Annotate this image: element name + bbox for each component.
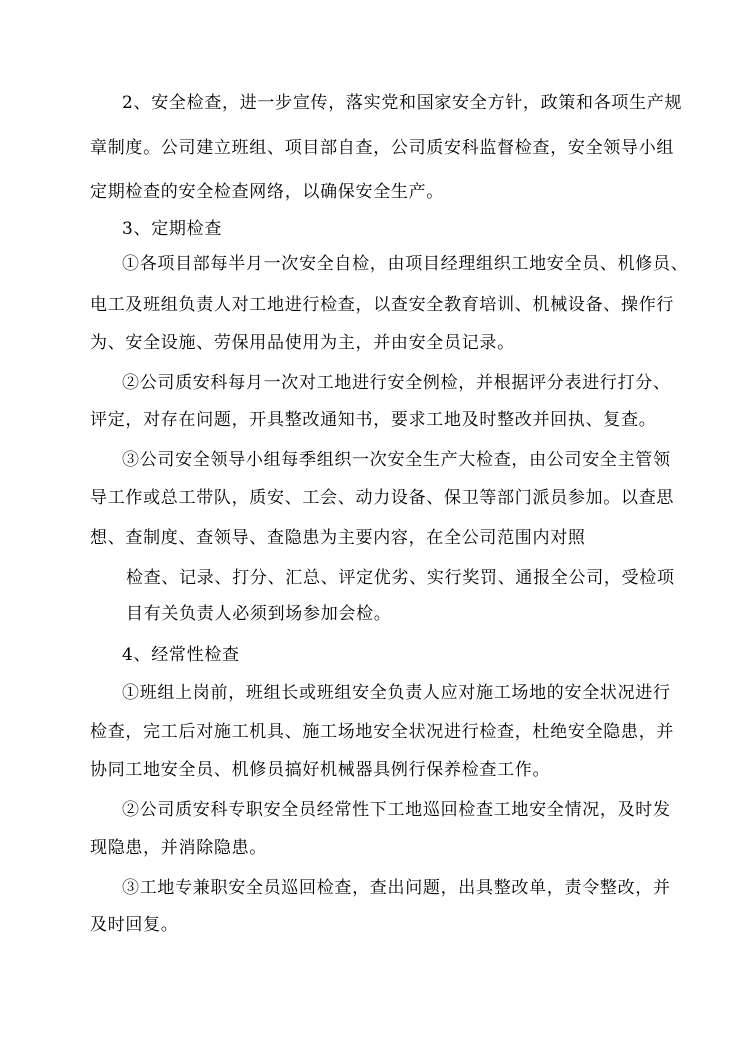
paragraph-line: ②公司质安科专职安全员经常性下工地巡回检查工地安全情况，及时发 bbox=[122, 800, 671, 820]
paragraph-line: 想、查制度、查领导、查隐患为主要内容，在全公司范围内对照 bbox=[90, 528, 586, 548]
paragraph-line: ①各项目部每半月一次安全自检，由项目经理组织工地安全员、机修员、 bbox=[122, 254, 689, 274]
paragraph-line: 现隐患，并消除隐患。 bbox=[90, 838, 267, 858]
paragraph-line: 为、安全设施、劳保用品使用为主，并由安全员记录。 bbox=[90, 333, 515, 353]
paragraph-line: 目有关负责人必须到场参加会检。 bbox=[126, 604, 392, 624]
section-heading: 4、经常性检查 bbox=[122, 645, 240, 665]
paragraph-line: ①班组上岗前，班组长或班组安全负责人应对施工场地的安全状况进行 bbox=[122, 683, 671, 703]
paragraph-line: 检查，完工后对施工机具、施工场地安全状况进行检查，杜绝安全隐患，并 bbox=[90, 722, 675, 742]
paragraph-line: 电工及班组负责人对工地进行检查，以查安全教育培训、机械设备、操作行 bbox=[90, 295, 675, 315]
paragraph-line: 评定，对存在问题，开具整改通知书，要求工地及时整改并回执、复查。 bbox=[90, 410, 657, 430]
paragraph-line: ③工地专兼职安全员巡回检查，查出问题，出具整改单，责令整改，并 bbox=[122, 878, 671, 898]
paragraph-line: 导工作或总工带队，质安、工会、动力设备、保卫等部门派员参加。以查思 bbox=[90, 488, 675, 508]
paragraph-line: 定期检查的安全检查网络，以确保安全生产。 bbox=[90, 182, 444, 202]
section-heading: 3、定期检查 bbox=[122, 219, 223, 239]
paragraph-line: 及时回复。 bbox=[90, 915, 179, 935]
paragraph-line: ②公司质安科每月一次对工地进行安全例检，并根据评分表进行打分、 bbox=[122, 373, 671, 393]
paragraph-line: 2、安全检查，进一步宣传，落实党和国家安全方针，政策和各项生产规 bbox=[122, 93, 683, 113]
paragraph-line: 检查、记录、打分、汇总、评定优劣、实行奖罚、通报全公司，受检项 bbox=[126, 568, 675, 588]
paragraph-line: 章制度。公司建立班组、项目部自查，公司质安科监督检查，安全领导小组 bbox=[90, 138, 675, 158]
paragraph-line: ③公司安全领导小组每季组织一次安全生产大检查，由公司安全主管领 bbox=[122, 450, 671, 470]
paragraph-line: 协同工地安全员、机修员搞好机械器具例行保养检查工作。 bbox=[90, 760, 551, 780]
